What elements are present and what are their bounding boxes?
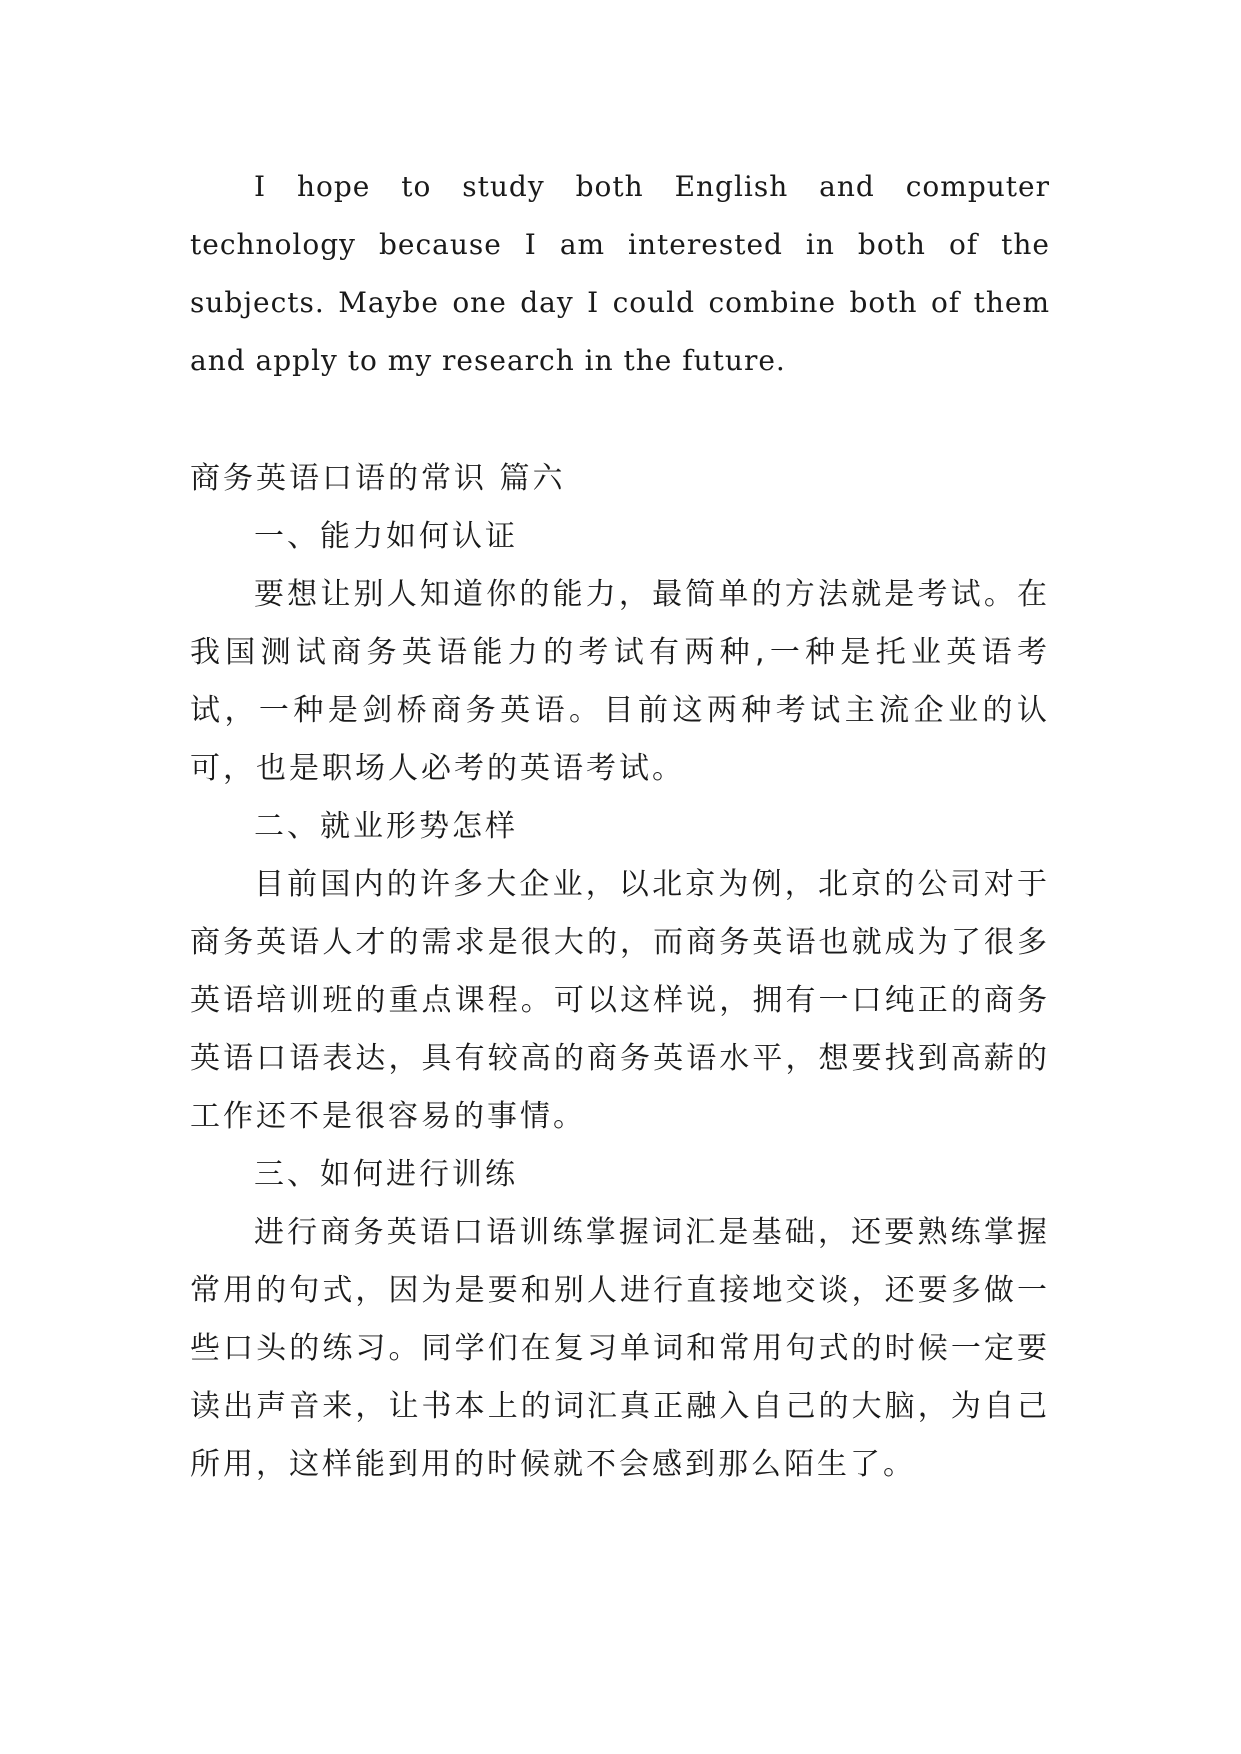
section-2-heading: 二、就业形势怎样 (254, 809, 518, 844)
section-1-body: 要想让别人知道你的能力，最简单的方法就是考试。在我国测试商务英语能力的考试有两种,一种是托业英语考试，一种是剑桥商务英语。目前这两种考试主流企业的认可，也是职场人必考的英语考试。 (190, 577, 1050, 786)
section-3-heading: 三、如何进行训练 (254, 1157, 518, 1192)
section-2-body: 目前国内的许多大企业，以北京为例，北京的公司对于商务英语人才的需求是很大的，而商务英语也就成为了很多英语培训班的重点课程。可以这样说，拥有一口纯正的商务英语口语表达，具有较高的商务英语水平，想要找到高薪的工作还不是很容易的事情。 (190, 867, 1050, 1134)
section-title: 商务英语口语的常识 篇六 (190, 461, 566, 496)
document-body (190, 158, 1050, 1494)
section-1-heading: 一、能力如何认证 (254, 519, 518, 554)
section-3-body: 进行商务英语口语训练掌握词汇是基础，还要熟练掌握常用的句式，因为是要和别人进行直接地交谈，还要多做一些口头的练习。同学们在复习单词和常用句式的时候一定要读出声音来，让书本上的词汇真正融入自己的大脑，为自己所用，这样能到用的时候就不会感到那么陌生了。 (190, 1215, 1050, 1482)
english-paragraph: I hope to study both English and computer technology because I am interested in both of the subjects. Maybe one day I could combine both of them and apply to my research in the future. (190, 170, 1050, 377)
